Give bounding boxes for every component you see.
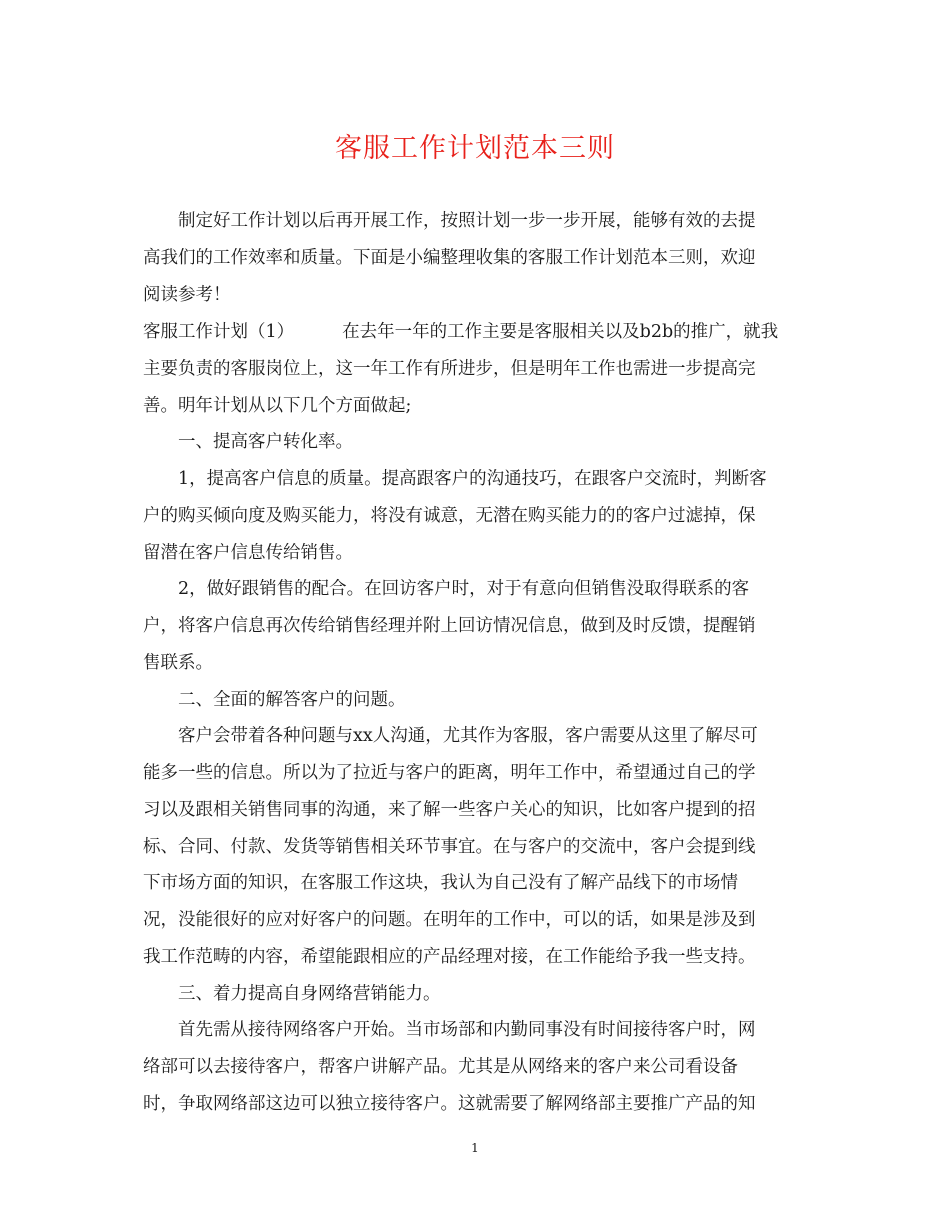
section-heading-line xyxy=(143,320,778,344)
subheading-line: 一、提高客户转化率。 xyxy=(178,432,353,452)
paragraph-line: 时，争取网络部这边可以独立接待客户。这就需要了解网络部主要推广产品的知 xyxy=(143,1094,756,1114)
subheading-line: 三、着力提高自身网络营销能力。 xyxy=(178,984,441,1004)
paragraph-line: 1，提高客户信息的质量。提高跟客户的沟通技巧，在跟客户交流时，判断客 xyxy=(178,469,767,489)
paragraph-line: 售联系。 xyxy=(143,653,213,673)
paragraph-line: 标、合同、付款、发货等销售相关环节事宜。在与客户的交流中，客户会提到线 xyxy=(143,837,756,857)
paragraph-line: 善。明年计划从以下几个方面做起; xyxy=(143,396,412,416)
paragraph-line: 习以及跟相关销售同事的沟通，来了解一些客户关心的知识，比如客户提到的招 xyxy=(143,800,756,820)
paragraph-line: 高我们的工作效率和质量。下面是小编整理收集的客服工作计划范本三则，欢迎 xyxy=(143,248,756,268)
paragraph-line: 2，做好跟销售的配合。在回访客户时，对于有意向但销售没取得联系的客 xyxy=(178,579,750,599)
paragraph-line: 首先需从接待网络客户开始。当市场部和内勤同事没有时间接待客户时，网 xyxy=(178,1020,756,1040)
paragraph-line: 络部可以去接待客户，帮客户讲解产品。尤其是从网络来的客户来公司看设备 xyxy=(143,1057,738,1077)
paragraph-line: 户的购买倾向度及购买能力，将没有诚意，无潜在购买能力的的客户过滤掉，保 xyxy=(143,506,756,526)
paragraph-line: 客户会带着各种问题与xx人沟通，尤其作为客服，客户需要从这里了解尽可 xyxy=(178,726,758,746)
section-heading: 客服工作计划（1） xyxy=(143,322,295,342)
paragraph-line: 我工作范畴的内容，希望能跟相应的产品经理对接，在工作能给予我一些支持。 xyxy=(143,947,756,967)
paragraph-line: 主要负责的客服岗位上，这一年工作有所进步，但是明年工作也需进一步提高完 xyxy=(143,359,756,379)
paragraph-text: 在去年一年的工作主要是客服相关以及b2b的推广，就我 xyxy=(342,322,779,342)
document-title: 客服工作计划范本三则 xyxy=(335,133,615,164)
paragraph-line: 阅读参考！ xyxy=(143,285,231,305)
paragraph-line: 下市场方面的知识，在客服工作这块，我认为自己没有了解产品线下的市场情 xyxy=(143,873,738,893)
paragraph-line: 户，将客户信息再次传给销售经理并附上回访情况信息，做到及时反馈，提醒销 xyxy=(143,616,756,636)
paragraph-line: 制定好工作计划以后再开展工作，按照计划一步一步开展，能够有效的去提 xyxy=(178,211,756,231)
subheading-line: 二、全面的解答客户的问题。 xyxy=(178,690,406,710)
paragraph-line: 况，没能很好的应对好客户的问题。在明年的工作中，可以的话，如果是涉及到 xyxy=(143,910,756,930)
page-number: 1 xyxy=(471,1141,479,1155)
paragraph-line: 能多一些的信息。所以为了拉近与客户的距离，明年工作中，希望通过自己的学 xyxy=(143,763,756,783)
paragraph-line: 留潜在客户信息传给销售。 xyxy=(143,543,353,563)
